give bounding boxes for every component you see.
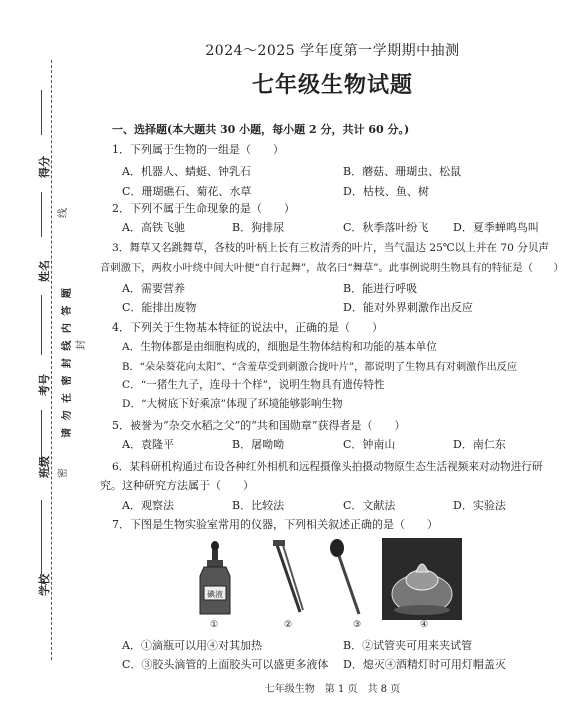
q1-option-a: A．机器人、蜻蜓、钟乳石	[122, 165, 251, 178]
question-3-stem-line1: 3．舞草又名跳舞草，各枝的叶柄上长有三枚清秀的叶片，当气温达 25℃以上并在 70 分贝声	[112, 242, 550, 254]
q6-option-c: C．文献法	[343, 499, 396, 512]
question-4-stem: 4．下列关于生物基本特征的说法中，正确的是（ ）	[112, 321, 383, 334]
q5-option-b: B．屠呦呦	[232, 438, 285, 451]
seal-line-char: 线	[58, 208, 69, 218]
tube-clamp-figure	[270, 538, 310, 620]
q5-option-c: C．钟南山	[343, 438, 396, 451]
bottle-label: 碘液	[207, 590, 223, 599]
q3-option-b: B．能进行呼吸	[343, 282, 418, 295]
q7-option-a: A．①滴瓶可以用④对其加热	[122, 639, 262, 652]
q7-option-c: C．③胶头滴管的上面胶头可以盛更多液体	[122, 658, 329, 671]
q1-option-b: B．蘑菇、珊瑚虫、松鼠	[343, 165, 462, 178]
q2-option-a: A．高铁飞驰	[122, 221, 185, 234]
question-6-stem-line1: 6．某科研机构通过布设各种红外相机和远程摄像头拍摄动物原生态生活视频来对动物进行研	[112, 461, 543, 473]
seal-sidebar	[0, 0, 92, 710]
q2-option-c: C．秋季落叶纷飞	[343, 221, 429, 234]
question-7-stem: 7．下图是生物实验室常用的仪器，下列相关叙述正确的是（ ）	[112, 518, 438, 531]
q7-option-d: D．熄灭④酒精灯时可用灯帽盖灭	[343, 658, 506, 671]
q4-option-c: C．“一猪生九子，连母十个样”，说明生物具有遗传特性	[122, 379, 385, 391]
figure-label-1: ①	[210, 620, 219, 630]
figure-label-3: ③	[353, 620, 362, 630]
question-1-stem: 1．下列属于生物的一组是（ ）	[112, 143, 284, 156]
name-blank-line	[41, 192, 42, 237]
q2-option-b: B．狗排尿	[232, 221, 285, 234]
question-6-stem-line2: 究。这种研究方法属于（ ）	[100, 479, 254, 492]
q6-option-d: D．实验法	[453, 499, 506, 512]
dense-char: 密	[58, 468, 69, 478]
q3-option-c: C．能排出废物	[122, 301, 197, 314]
alcohol-lamp-figure	[382, 538, 462, 620]
q1-option-d: D．枯枝、鱼、树	[343, 185, 429, 198]
exam-number-label: 考号	[38, 374, 51, 396]
q7-option-b: B．②试管夹可用来夹试管	[343, 639, 473, 652]
q6-option-a: A．观察法	[122, 499, 174, 512]
figure-label-4: ④	[420, 620, 429, 630]
school-blank-line	[41, 500, 42, 575]
name-label: 姓名	[38, 260, 51, 282]
q4-option-d: D．“大树底下好乘凉”体现了环境能够影响生物	[122, 398, 343, 410]
question-2-stem: 2．下列不属于生命现象的是（ ）	[112, 202, 295, 215]
seal-dashed-line	[51, 60, 52, 660]
q5-option-a: A．袁隆平	[122, 438, 174, 451]
exam-number-blank-line	[41, 295, 42, 355]
q5-option-d: D．南仁东	[453, 438, 506, 451]
school-label: 学校	[38, 574, 51, 596]
q6-option-b: B．比较法	[232, 499, 285, 512]
q2-option-d: D．夏季蝉鸣鸟叫	[453, 221, 539, 234]
page-footer: 七年级生物 第 1 页 共 8 页	[264, 684, 401, 695]
seal-notice: 请 勿 在 密 封 线 内 答 题	[62, 286, 73, 438]
year-title: 2024～2025 学年度第一学期期中抽测	[205, 43, 460, 59]
q4-option-a: A．生物体都是由细胞构成的，细胞是生物体结构和功能的基本单位	[122, 341, 437, 353]
exam-title: 七年级生物试题	[251, 73, 413, 98]
score-blank-line	[41, 90, 42, 135]
question-5-stem: 5．被誉为“杂交水稻之父”的“共和国勋章”获得者是（ ）	[112, 419, 406, 432]
dropper-bottle-figure	[190, 540, 240, 620]
class-label: 班级	[38, 456, 51, 478]
rubber-dropper-figure	[325, 538, 365, 620]
score-label: 得分	[38, 156, 51, 178]
q1-option-c: C．珊瑚礁石、菊花、水草	[122, 185, 252, 198]
q3-option-a: A．需要营养	[122, 282, 185, 295]
figure-label-2: ②	[284, 620, 293, 630]
section-title: 一、选择题(本大题共 30 小题，每小题 2 分，共计 60 分。)	[112, 123, 410, 136]
seal-char: 封	[76, 340, 87, 350]
q3-option-d: D．能对外界刺激作出反应	[343, 301, 473, 314]
question-3-stem-line2: 音刺激下，两枚小叶绕中间大叶便“自行起舞”，故名曰“舞草”。此事例说明生物具有的特征是（ ）	[100, 262, 564, 274]
q4-option-b: B．“朵朵葵花向太阳”、“含羞草受到刺激合拢叶片”，都说明了生物具有对刺激作出反应	[122, 362, 518, 373]
